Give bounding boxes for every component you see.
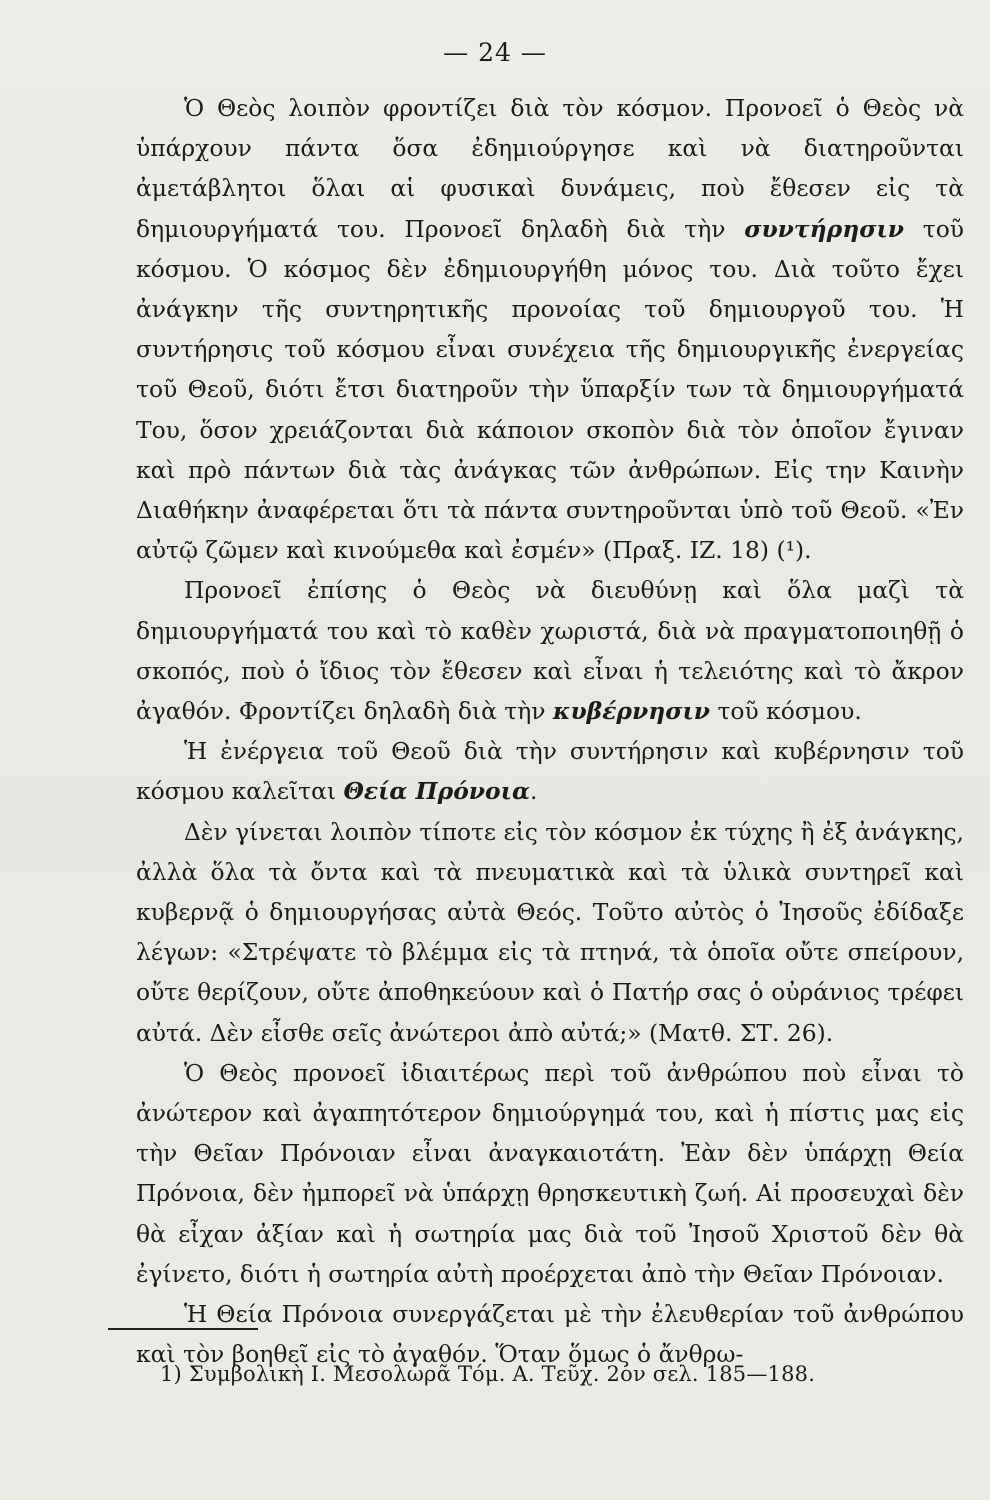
body-text bbox=[136, 88, 964, 1375]
footnote-divider bbox=[108, 1328, 258, 1330]
paragraph-divine-preservation bbox=[136, 88, 964, 570]
text-run: . bbox=[529, 777, 538, 806]
text-run: Ἡ ἐνέργεια τοῦ Θεοῦ διὰ τὴν συντήρησιν καὶ κυβέρνησιν τοῦ κόσμου καλεῖται bbox=[136, 737, 964, 806]
paragraph-divine-governance bbox=[136, 570, 964, 731]
text-run: Ὁ Θεὸς προνοεῖ ἰδιαιτέρως περὶ τοῦ ἀνθρώπου ποὺ εἶναι τὸ ἀνώτερον καὶ ἀγαπητότερον δημιούργημά του, καὶ ἡ πίστις μας εἰς τὴν Θεῖαν Πρόνοιαν εἶναι ἀναγκαιοτάτη. Ἐὰν δὲν ὑπάρχῃ Θεία Πρόνοια, δὲν ἠμπορεῖ νὰ ὑπάρχῃ θρησκευτικὴ ζωή. Αἱ προσευχαὶ δὲν θὰ εἶχαν ἀξίαν καὶ ἡ σωτηρία μας διὰ τοῦ Ἰησοῦ Χριστοῦ δὲν θὰ ἐγίνετο, διότι ἡ σωτηρία αὐτὴ προέρχεται ἀπὸ τὴν Θεῖαν Πρόνοιαν. bbox=[136, 1058, 964, 1288]
text-run: Ὁ Θεὸς λοιπὸν φροντίζει διὰ τὸν κόσμον. Προνοεῖ ὁ Θεὸς νὰ ὑπάρχουν πάντα ὅσα ἐδημιούργησε καὶ νὰ διατηροῦνται ἀμετάβλητοι ὅλαι αἱ φυσικαὶ δυνάμεις, ποὺ ἔθεσεν εἰς τὰ δημιουργήματά του. Προνοεῖ δηλαδὴ διὰ τὴν bbox=[136, 94, 964, 243]
paragraph-providence-for-man bbox=[136, 1053, 964, 1294]
emphasis-term: συντήρησιν bbox=[744, 214, 905, 243]
text-run: Προνοεῖ ἐπίσης ὁ Θεὸς νὰ διευθύνῃ καὶ ὅλα μαζὶ τὰ δημιουργήματά του καὶ τὸ καθὲν χωριστά, διὰ νὰ πραγματοποιηθῇ ὁ σκοπός, ποὺ ὁ ἴδιος τὸν ἔθεσεν καὶ εἶναι ἡ τελειότης καὶ τὸ ἄκρον ἀγαθόν. Φροντίζει δηλαδὴ διὰ τὴν bbox=[136, 576, 964, 726]
emphasis-term: Θεία Πρόνοια bbox=[343, 777, 530, 806]
text-run: τοῦ κόσμου. Ὁ κόσμος δὲν ἐδημιουργήθη μόνος του. Διὰ τοῦτο ἔχει ἀνάγκην τῆς συντηρητικῆς προνοίας τοῦ δημιουργοῦ του. Ἡ συντήρησις τοῦ κόσμου εἶναι συνέχεια τῆς δημιουργικῆς ἐνεργείας τοῦ Θεοῦ, διότι ἔτσι διατηροῦν τὴν ὕπαρξίν των τὰ δημιουργήματά Του, ὅσον χρειάζονται διὰ κάποιον σκοπὸν διὰ τὸν ὁποῖον ἔγιναν καὶ πρὸ πάντων διὰ τὰς ἀνάγκας τῶν ἀνθρώπων. Εἰς την Καινὴν Διαθήκην ἀναφέρεται ὅτι τὰ πάντα συντηροῦνται ὑπὸ τοῦ Θεοῦ. «Ἐν αὐτῷ ζῶμεν καὶ κινούμεθα καὶ ἐσμέν» (Πραξ. ΙΖ. 18) (¹). bbox=[136, 214, 964, 565]
footnote: 1) Συμβολικὴ Ι. Μεσολωρᾶ Τόμ. Α. Τεῦχ. 2ον σελ. 185—188. bbox=[160, 1362, 816, 1386]
emphasis-term: κυβέρνησιν bbox=[552, 697, 711, 726]
text-run: Δὲν γίνεται λοιπὸν τίποτε εἰς τὸν κόσμον ἐκ τύχης ἢ ἐξ ἀνάγκης, ἀλλὰ ὅλα τὰ ὄντα καὶ τὰ πνευματικὰ καὶ τὰ ὑλικὰ συντηρεῖ καὶ κυβερνᾷ ὁ δημιουργήσας αὐτὰ Θεός. Τοῦτο αὐτὸς ὁ Ἰησοῦς ἐδίδαξε λέγων: «Στρέψατε τὸ βλέμμα εἰς τὰ πτηνά, τὰ ὁποῖα οὔτε σπείρουν, οὔτε θερίζουν, οὔτε ἀποθηκεύουν καὶ ὁ Πατήρ σας ὁ οὐράνιος τρέφει αὐτά. Δὲν εἶσθε σεῖς ἀνώτεροι ἀπὸ αὐτά;» (Ματθ. ΣΤ. 26). bbox=[136, 817, 964, 1047]
text-run: τοῦ κόσμου. bbox=[710, 697, 862, 726]
paragraph-nothing-by-chance bbox=[136, 812, 964, 1053]
paragraph-definition bbox=[136, 731, 964, 811]
text-run: Ἡ Θεία Πρόνοια συνεργάζεται μὲ τὴν ἐλευθερίαν τοῦ ἀνθρώπου καὶ τὸν βοηθεῖ εἰς τὸ ἀγαθόν. Ὅταν ὅμως ὁ ἄνθρω- bbox=[136, 1300, 964, 1369]
page-number: — 24 — bbox=[443, 38, 547, 67]
